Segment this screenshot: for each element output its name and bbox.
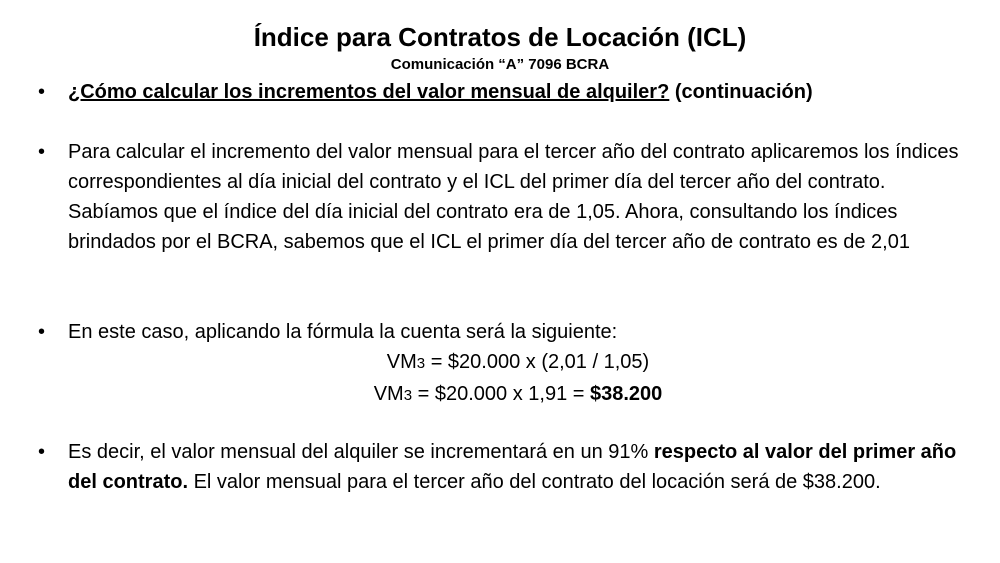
formula-2-result: $38.200 bbox=[589, 383, 663, 405]
bullet-conclusion bbox=[38, 437, 968, 497]
bullet-explanation bbox=[38, 137, 968, 257]
conclusion-bold: respecto al valor del primer año del contrato. bbox=[68, 441, 957, 493]
formula-intro: En este caso, aplicando la fórmula la cuenta será la siguiente: bbox=[68, 321, 618, 343]
bullet-formula bbox=[38, 317, 968, 411]
formula-2-variable: VM bbox=[373, 383, 404, 405]
explanation-text: Para calcular el incremento del valor mensual para el tercer año del contrato aplicaremos los índices correspondientes al día inicial del contrato y el ICL del primer día del tercer año del contrato. Sabíamos que el índice del día inicial del contrato era de 1,05. Ahora, consultando los índices brindados por el BCRA, sabemos que el ICL el primer día del tercer año de contrato es de 2,01 bbox=[68, 141, 959, 253]
bullet-question bbox=[38, 77, 968, 107]
page-subtitle: Comunicación “A” 7096 BCRA bbox=[390, 56, 610, 73]
formula-2-expression: = $20.000 x 1,91 = bbox=[412, 383, 590, 405]
question-text: ¿Cómo calcular los incrementos del valor mensual de alquiler? bbox=[68, 81, 670, 103]
formula-1-expression: = $20.000 x (2,01 / 1,05) bbox=[425, 351, 650, 373]
conclusion-text bbox=[68, 437, 968, 497]
continuation-text: (continuación) bbox=[669, 81, 813, 103]
bullet-dot: • bbox=[38, 81, 46, 103]
conclusion-part-1: Es decir, el valor mensual del alquiler se incrementará en un 91% bbox=[68, 441, 654, 463]
bullet-dot: • bbox=[38, 441, 46, 463]
formula-1-variable: VM bbox=[386, 351, 417, 373]
conclusion-part-2: El valor mensual para el tercer año del contrato del locación será de $38.200. bbox=[188, 471, 881, 493]
formula-1-subscript: 3 bbox=[416, 355, 426, 372]
formula-2-subscript: 3 bbox=[403, 387, 413, 404]
formula-line-2 bbox=[68, 379, 968, 411]
formula-line-1 bbox=[68, 347, 968, 379]
bullet-dot: • bbox=[38, 321, 46, 343]
page-title: Índice para Contratos de Locación (ICL) bbox=[253, 22, 747, 52]
bullet-dot: • bbox=[38, 141, 46, 163]
